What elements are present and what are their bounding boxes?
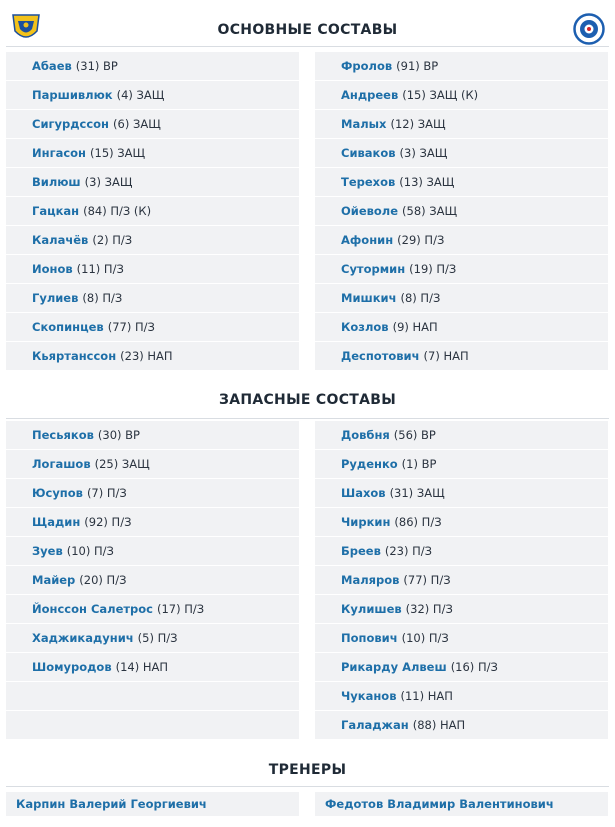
- player-number-position: (3) ЗАЩ: [399, 146, 448, 160]
- player-number-position: (30) ВР: [97, 428, 140, 442]
- player-name-link[interactable]: Маляров: [341, 573, 400, 587]
- coaches-title: ТРЕНЕРЫ: [268, 762, 347, 778]
- player-number-position: (15) ЗАЩ (К): [402, 88, 479, 102]
- player-row: [315, 566, 608, 595]
- player-row: [6, 711, 299, 740]
- player-row: [315, 313, 608, 342]
- player-name-link[interactable]: Сиваков: [341, 146, 396, 160]
- player-row: [6, 479, 299, 508]
- away-club-logo: [573, 13, 605, 45]
- player-row: [6, 52, 299, 81]
- player-row: [6, 255, 299, 284]
- home-starting-lineup: [6, 52, 299, 371]
- player-number-position: (86) П/З: [394, 515, 442, 529]
- player-number-position: (11) НАП: [400, 689, 453, 703]
- coaches-header: [6, 759, 609, 787]
- player-row: [6, 81, 299, 110]
- player-name-link[interactable]: Козлов: [341, 320, 389, 334]
- player-number-position: (84) П/З (К): [83, 204, 152, 218]
- home-coach-name[interactable]: Карпин Валерий Георгиевич: [16, 797, 207, 811]
- player-row: [6, 508, 299, 537]
- player-name-link[interactable]: Шахов: [341, 486, 386, 500]
- player-name-link[interactable]: Бреев: [341, 544, 381, 558]
- player-row: [6, 313, 299, 342]
- player-name-link[interactable]: Сутормин: [341, 262, 406, 276]
- player-row: [315, 255, 608, 284]
- player-row: [315, 653, 608, 682]
- player-number-position: (58) ЗАЩ: [402, 204, 458, 218]
- player-number-position: (56) ВР: [393, 428, 436, 442]
- player-name-link[interactable]: Щадин: [32, 515, 81, 529]
- player-number-position: (7) НАП: [423, 349, 469, 363]
- player-number-position: (5) П/З: [137, 631, 178, 645]
- player-name-link[interactable]: Чуканов: [341, 689, 397, 703]
- player-name-link[interactable]: Калачёв: [32, 233, 89, 247]
- player-name-link[interactable]: Галаджан: [341, 718, 409, 732]
- player-number-position: (23) П/З: [384, 544, 433, 558]
- player-name-link[interactable]: Гацкан: [32, 204, 80, 218]
- player-name-link[interactable]: Майер: [32, 573, 76, 587]
- player-number-position: (31) ВР: [75, 59, 118, 73]
- player-name-link[interactable]: Сигурдссон: [32, 117, 110, 131]
- player-row: [315, 624, 608, 653]
- player-number-position: (8) П/З: [400, 291, 441, 305]
- player-name-link[interactable]: Деспотович: [341, 349, 420, 363]
- player-number-position: (7) П/З: [86, 486, 127, 500]
- away-starting-lineup: [315, 52, 608, 371]
- player-number-position: (17) П/З: [157, 602, 205, 616]
- player-row: [6, 537, 299, 566]
- player-name-link[interactable]: Андреев: [341, 88, 399, 102]
- player-name-link[interactable]: Скопинцев: [32, 320, 104, 334]
- player-name-link[interactable]: Гулиев: [32, 291, 79, 305]
- player-name-link[interactable]: Паршивлюк: [32, 88, 113, 102]
- player-number-position: (9) НАП: [392, 320, 438, 334]
- player-row: [315, 226, 608, 255]
- player-number-position: (12) ЗАЩ: [390, 117, 446, 131]
- player-row: [6, 284, 299, 313]
- player-name-link[interactable]: Кьяртанссон: [32, 349, 117, 363]
- player-name-link[interactable]: Кулишев: [341, 602, 402, 616]
- away-substitutes: [315, 421, 608, 740]
- player-number-position: (4) ЗАЩ: [116, 88, 165, 102]
- player-row: [6, 168, 299, 197]
- player-name-link[interactable]: Шомуродов: [32, 660, 112, 674]
- player-row: [6, 682, 299, 711]
- player-row: [6, 421, 299, 450]
- player-number-position: (88) НАП: [412, 718, 466, 732]
- player-number-position: (1) ВР: [401, 457, 437, 471]
- player-number-position: (92) П/З: [84, 515, 132, 529]
- player-row: [6, 653, 299, 682]
- player-name-link[interactable]: Фролов: [341, 59, 393, 73]
- player-number-position: (10) П/З: [66, 544, 114, 558]
- player-row: [6, 624, 299, 653]
- player-row: [6, 450, 299, 479]
- player-row: [6, 139, 299, 168]
- starting-lineups-header: [6, 19, 609, 47]
- player-row: [6, 226, 299, 255]
- player-number-position: (91) ВР: [396, 59, 439, 73]
- player-name-link[interactable]: Юсупов: [32, 486, 83, 500]
- player-name-link[interactable]: Малых: [341, 117, 387, 131]
- player-name-link[interactable]: Вилюш: [32, 175, 81, 189]
- home-substitutes: [6, 421, 299, 740]
- player-name-link[interactable]: Афонин: [341, 233, 394, 247]
- player-row: [315, 711, 608, 740]
- player-number-position: (10) П/З: [401, 631, 449, 645]
- away-coach-name[interactable]: Федотов Владимир Валентинович: [325, 797, 554, 811]
- player-number-position: (29) П/З: [397, 233, 445, 247]
- player-number-position: (15) ЗАЩ: [90, 146, 146, 160]
- player-name-link[interactable]: Абаев: [32, 59, 72, 73]
- player-number-position: (19) П/З: [409, 262, 457, 276]
- home-coach[interactable]: [6, 792, 299, 816]
- player-name-link[interactable]: Чиркин: [341, 515, 391, 529]
- player-row: [315, 508, 608, 537]
- player-number-position: (6) ЗАЩ: [113, 117, 161, 131]
- player-row: [315, 537, 608, 566]
- player-name-link[interactable]: Хаджикадунич: [32, 631, 134, 645]
- player-name-link[interactable]: Ионов: [32, 262, 73, 276]
- player-row: [315, 342, 608, 371]
- player-row: [6, 197, 299, 226]
- player-row: [315, 81, 608, 110]
- player-row: [315, 595, 608, 624]
- player-name-link[interactable]: Терехов: [341, 175, 396, 189]
- player-row: [315, 139, 608, 168]
- player-row: [315, 421, 608, 450]
- player-number-position: (13) ЗАЩ: [399, 175, 455, 189]
- substitutes-header: [6, 389, 609, 419]
- player-name-link[interactable]: Песьяков: [32, 428, 94, 442]
- player-name-link[interactable]: Рикарду Алвеш: [341, 660, 447, 674]
- substitutes-title: ЗАПАСНЫЕ СОСТАВЫ: [218, 392, 397, 408]
- player-name-link[interactable]: Руденко: [341, 457, 398, 471]
- player-number-position: (31) ЗАЩ: [389, 486, 445, 500]
- player-name-link[interactable]: Мишкич: [341, 291, 397, 305]
- player-number-position: (77) П/З: [107, 320, 155, 334]
- player-row: [6, 342, 299, 371]
- player-row: [315, 197, 608, 226]
- player-name-link[interactable]: Довбня: [341, 428, 390, 442]
- player-number-position: (14) НАП: [115, 660, 169, 674]
- player-name-link[interactable]: Попович: [341, 631, 398, 645]
- player-number-position: (3) ЗАЩ: [84, 175, 133, 189]
- starting-lineups-title: ОСНОВНЫЕ СОСТАВЫ: [217, 22, 398, 38]
- player-number-position: (16) П/З: [450, 660, 498, 674]
- player-name-link[interactable]: Ойеволе: [341, 204, 399, 218]
- player-row: [315, 168, 608, 197]
- player-name-link[interactable]: Ингасон: [32, 146, 87, 160]
- player-number-position: (20) П/З: [79, 573, 127, 587]
- player-row: [6, 595, 299, 624]
- away-coach[interactable]: [315, 792, 608, 816]
- player-row: [315, 284, 608, 313]
- player-row: [315, 682, 608, 711]
- player-number-position: (11) П/З: [76, 262, 124, 276]
- player-row: [315, 450, 608, 479]
- player-name-link[interactable]: Логашов: [32, 457, 91, 471]
- player-row: [6, 566, 299, 595]
- player-name-link[interactable]: Зуев: [32, 544, 63, 558]
- player-number-position: (32) П/З: [405, 602, 453, 616]
- player-row: [6, 110, 299, 139]
- player-row: [315, 479, 608, 508]
- player-number-position: (25) ЗАЩ: [94, 457, 150, 471]
- player-number-position: (23) НАП: [120, 349, 173, 363]
- player-number-position: (2) П/З: [92, 233, 133, 247]
- player-row: [315, 52, 608, 81]
- player-row: [315, 110, 608, 139]
- player-number-position: (8) П/З: [82, 291, 123, 305]
- player-name-link[interactable]: Йонссон Салетрос: [32, 602, 153, 616]
- player-number-position: (77) П/З: [403, 573, 451, 587]
